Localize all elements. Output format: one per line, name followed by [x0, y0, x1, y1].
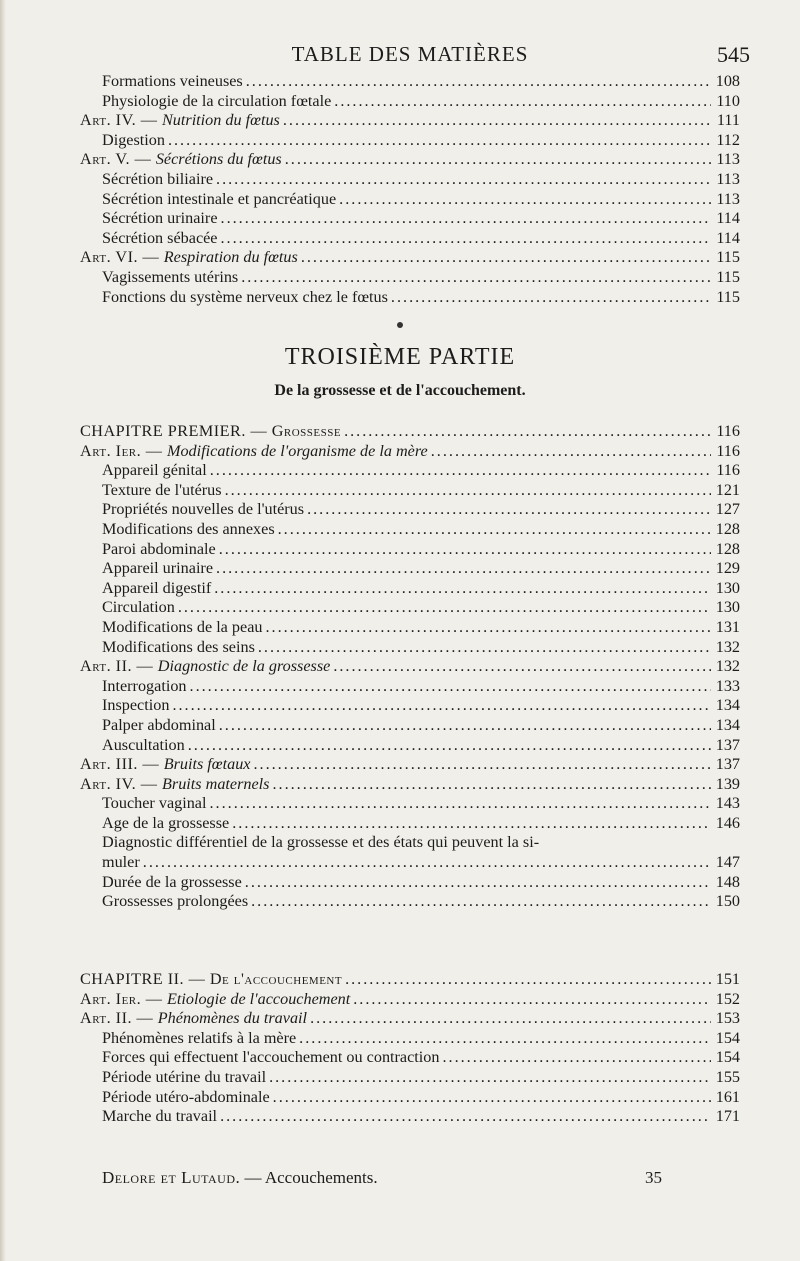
toc-entry-page: 111: [716, 111, 740, 130]
toc-entry-prefix: Art. Ier. —: [80, 441, 167, 460]
dot-leader: [278, 520, 711, 540]
toc-entry-page: 153: [715, 1009, 740, 1028]
toc-entry-label: [102, 892, 248, 912]
toc-entry-page: 116: [716, 422, 740, 440]
dot-leader: [251, 892, 711, 912]
toc-entry-label: [102, 677, 187, 697]
toc-entry: [80, 72, 740, 92]
toc-entry-text: Etiologie de l'accouchement: [166, 989, 351, 1008]
dot-leader: [269, 1068, 711, 1088]
footer-authors: Delore et Lutaud.: [102, 1168, 241, 1187]
toc-entry-text: Grossesses prolongées: [102, 892, 249, 911]
toc-entry: [80, 873, 740, 893]
toc-entry-label: [102, 131, 165, 151]
dot-leader: [253, 755, 711, 775]
page-footer: [102, 1168, 662, 1188]
toc-entry-page: 132: [715, 657, 740, 676]
dot-leader: [219, 716, 711, 736]
dot-leader: [391, 288, 711, 308]
toc-entry-label: [102, 461, 207, 481]
toc-entry-page: 115: [716, 287, 740, 306]
toc-entry-label: [80, 775, 269, 795]
toc-entry-label: [80, 442, 428, 462]
toc-entry-page: 108: [715, 72, 740, 90]
toc-entry-page: 114: [716, 209, 740, 228]
toc-entry: [80, 892, 740, 912]
dot-leader: [214, 579, 711, 599]
toc-entry-label: [102, 1107, 217, 1127]
toc-entry: [80, 1107, 740, 1127]
toc-entry-prefix: CHAPITRE PREMIER. —: [80, 422, 272, 440]
dot-leader: [299, 1029, 711, 1049]
toc-entry-text: Vagissements utérins: [102, 267, 239, 286]
toc-entry: [80, 520, 740, 540]
toc-entry: [80, 229, 740, 249]
toc-entry-label: [102, 1029, 296, 1049]
toc-entry-prefix: Art. IV. —: [80, 774, 162, 793]
dot-leader: [221, 229, 712, 249]
toc-entry: [80, 970, 740, 990]
dot-leader: [442, 1048, 711, 1068]
toc-entry-text: Diagnostic de la grossesse: [157, 657, 331, 676]
part-title: TROISIÈME PARTIE: [284, 344, 516, 370]
toc-entry-label: [102, 540, 216, 560]
page-header: [70, 40, 750, 70]
toc-entry-text: Physiologie de la circulation fœtale: [102, 91, 332, 110]
toc-entry-label: [102, 716, 216, 736]
toc-entry-label: [102, 1068, 266, 1088]
toc-entry: [80, 442, 740, 462]
toc-entry: [80, 696, 740, 716]
toc-entry-label: [102, 873, 242, 893]
toc-entry-text: Modifications de la peau: [102, 617, 263, 636]
toc-list-chapter-2: [80, 970, 740, 1127]
toc-entry-text: Digestion: [102, 130, 165, 149]
toc-entry-label: [102, 638, 255, 658]
toc-entry: [80, 1029, 740, 1049]
toc-entry: [80, 990, 740, 1010]
toc-entry: [80, 92, 740, 112]
dot-leader: [232, 814, 711, 834]
toc-entry: [80, 775, 740, 795]
dot-leader: [339, 190, 711, 210]
dot-leader: [258, 638, 711, 658]
toc-entry-page: 110: [716, 91, 740, 110]
toc-entry: [80, 461, 740, 481]
page-edge-shadow: [0, 0, 6, 1261]
toc-entry-label: [102, 190, 336, 210]
dot-leader: [221, 209, 711, 229]
toc-entry: [80, 716, 740, 736]
toc-entry-page: 114: [716, 228, 740, 247]
toc-entry-page: 121: [715, 480, 740, 499]
toc-entry-label: [102, 288, 388, 308]
toc-entry-label: [102, 92, 331, 112]
dot-leader: [216, 559, 711, 579]
toc-entry-page: 132: [715, 637, 740, 656]
toc-entry: [80, 853, 740, 873]
toc-entry-page: 171: [715, 1107, 740, 1126]
dot-leader: [190, 677, 711, 697]
toc-list-chapter-1: [80, 422, 740, 912]
toc-entry: [80, 755, 740, 775]
toc-entry: [80, 1068, 740, 1088]
dot-leader: [334, 92, 711, 112]
toc-entry-text: Appareil génital: [102, 461, 207, 480]
toc-entry: [80, 422, 740, 442]
toc-entry-label: [102, 853, 140, 873]
toc-entry: [80, 500, 740, 520]
toc-entry-label: [80, 657, 330, 677]
toc-entry: [80, 794, 740, 814]
toc-entry-text: Toucher vaginal: [102, 794, 207, 813]
toc-entry-label: [102, 1048, 439, 1068]
toc-entry-label: [102, 814, 229, 834]
toc-entry-prefix: Art. VI. —: [80, 248, 164, 267]
toc-entry-text: Respiration du fœtus: [163, 248, 298, 267]
toc-entry-page: 130: [715, 578, 740, 597]
dot-leader: [225, 481, 711, 501]
toc-entry-text: Marche du travail: [102, 1107, 218, 1126]
toc-entry-text: Circulation: [102, 598, 175, 617]
toc-entry-label: [102, 598, 175, 618]
toc-entry-page: 134: [715, 715, 740, 734]
toc-list-top: [80, 72, 740, 307]
toc-entry-label: [80, 248, 298, 268]
running-title: TABLE DES MATIÈRES: [291, 42, 529, 66]
toc-entry: [80, 248, 740, 268]
toc-entry-page: 148: [715, 872, 740, 891]
toc-entry-page: 134: [715, 696, 740, 715]
toc-entry-text: Grossesse: [271, 422, 342, 440]
toc-entry-page: 139: [715, 774, 740, 793]
dot-leader: [344, 422, 711, 442]
toc-entry: [80, 288, 740, 308]
toc-entry-text: Palper abdominal: [102, 715, 216, 734]
toc-entry: [80, 598, 740, 618]
toc-entry-text: Texture de l'utérus: [102, 480, 222, 499]
toc-entry: [80, 1048, 740, 1068]
toc-entry-label: [102, 209, 218, 229]
toc-entry-label: [102, 579, 211, 599]
toc-entry-text: Forces qui effectuent l'accouchement ou contraction: [102, 1048, 440, 1067]
toc-entry-label: [102, 481, 222, 501]
toc-entry-text: Sécrétion intestinale et pancréatique: [102, 189, 337, 208]
toc-entry-page: 150: [715, 892, 740, 911]
toc-entry-text: Bruits maternels: [162, 774, 270, 793]
toc-entry-label: [80, 150, 282, 170]
toc-entry-page: 112: [716, 130, 740, 149]
toc-entry-page: 113: [716, 189, 740, 208]
toc-entry-label: [102, 170, 213, 190]
toc-entry-text: Bruits fœtaux: [163, 755, 251, 774]
toc-entry-page: 128: [715, 519, 740, 538]
dot-leader: [283, 111, 711, 131]
toc-entry-label: [80, 990, 350, 1010]
toc-entry-text: Inspection: [102, 696, 170, 715]
toc-entry-text: muler: [102, 853, 140, 872]
toc-entry-page: 115: [716, 267, 740, 286]
toc-entry-prefix: Art. II. —: [80, 1009, 158, 1028]
toc-entry-text: Sécrétions du fœtus: [155, 150, 282, 169]
dot-leader: [219, 540, 711, 560]
toc-entry-label: [102, 559, 213, 579]
toc-entry-page: 116: [716, 441, 740, 460]
dot-leader: [210, 461, 711, 481]
toc-entry: [80, 190, 740, 210]
signature-mark: 35: [645, 1168, 662, 1187]
toc-entry: [80, 268, 740, 288]
toc-entry-page: 147: [715, 853, 740, 872]
dot-leader: [273, 1088, 711, 1108]
toc-entry-label: [80, 422, 341, 442]
toc-entry-text: Interrogation: [102, 676, 187, 695]
toc-entry-page: 130: [715, 598, 740, 617]
page-number: 545: [717, 42, 750, 67]
toc-entry: [80, 579, 740, 599]
toc-entry-page: 161: [715, 1087, 740, 1106]
toc-entry-page: 116: [716, 461, 740, 480]
toc-entry-page: 113: [716, 169, 740, 188]
toc-entry-label: [102, 268, 238, 288]
toc-entry-label: [102, 1088, 270, 1108]
toc-entry-prefix: Art. V. —: [80, 150, 156, 169]
toc-entry: [80, 1088, 740, 1108]
toc-entry-page: 154: [715, 1048, 740, 1067]
toc-entry-page: 128: [715, 539, 740, 558]
dot-leader: [431, 442, 711, 462]
dot-leader: [353, 990, 711, 1010]
dot-leader: [272, 775, 711, 795]
toc-entry-label: [102, 833, 539, 853]
toc-entry: [80, 1009, 740, 1029]
dot-leader: [310, 1009, 711, 1029]
toc-entry-text: Modifications des annexes: [102, 519, 275, 538]
dot-leader: [285, 150, 711, 170]
toc-entry-text: Période utérine du travail: [102, 1067, 267, 1086]
toc-entry-label: [102, 618, 262, 638]
dot-leader: [345, 970, 711, 990]
toc-entry-page: 137: [715, 735, 740, 754]
toc-entry: [80, 540, 740, 560]
toc-entry: [80, 736, 740, 756]
toc-entry-text: Modifications des seins: [102, 637, 255, 656]
dot-leader: [216, 170, 711, 190]
toc-entry-text: Sécrétion sébacée: [102, 228, 218, 247]
toc-entry-page: 143: [715, 794, 740, 813]
dot-leader: [168, 131, 711, 151]
bullet-mark: [397, 322, 403, 328]
toc-entry-label: [80, 970, 342, 990]
dot-leader: [307, 500, 711, 520]
dot-leader: [333, 657, 711, 677]
toc-entry-page: 133: [715, 676, 740, 695]
toc-entry-text: De l'accouchement: [209, 970, 343, 988]
toc-entry-text: Formations veineuses: [102, 72, 243, 90]
toc-entry-text: Modifications de l'organisme de la mère: [166, 441, 428, 460]
toc-entry-prefix: Art. IV. —: [80, 111, 162, 130]
dot-leader: [188, 736, 711, 756]
toc-entry: [80, 833, 740, 853]
toc-entry-text: Phénomènes du travail: [157, 1009, 308, 1028]
toc-entry-page: 113: [716, 150, 740, 169]
toc-entry-text: Age de la grossesse: [102, 813, 230, 832]
dot-leader: [172, 696, 711, 716]
toc-entry-page: 131: [715, 617, 740, 636]
toc-entry-label: [80, 755, 250, 775]
toc-entry: [80, 131, 740, 151]
toc-entry: [80, 170, 740, 190]
toc-entry-label: [102, 696, 169, 716]
toc-entry: [80, 481, 740, 501]
dot-leader: [301, 248, 711, 268]
toc-entry-label: [102, 229, 218, 249]
toc-entry-label: [80, 111, 280, 131]
toc-entry: [80, 111, 740, 131]
toc-entry-page: 146: [715, 813, 740, 832]
toc-entry: [80, 150, 740, 170]
toc-entry-label: [102, 72, 243, 92]
toc-entry: [80, 559, 740, 579]
dot-leader: [265, 618, 711, 638]
toc-entry-text: Sécrétion biliaire: [102, 169, 214, 188]
toc-entry-text: Diagnostic différentiel de la grossesse et des états qui peuvent la si-: [102, 833, 540, 852]
dot-leader: [241, 268, 711, 288]
toc-entry-text: Période utéro-abdominale: [102, 1087, 270, 1106]
toc-entry-text: Paroi abdominale: [102, 539, 216, 558]
dot-leader: [178, 598, 711, 618]
toc-entry-text: Durée de la grossesse: [102, 872, 242, 891]
dot-leader: [143, 853, 711, 873]
dot-leader: [220, 1107, 711, 1127]
toc-entry-text: Nutrition du fœtus: [162, 111, 280, 130]
toc-entry-page: 154: [715, 1028, 740, 1047]
toc-entry-label: [102, 794, 207, 814]
dot-leader: [246, 72, 711, 92]
toc-entry-text: Sécrétion urinaire: [102, 209, 218, 228]
toc-entry-page: 151: [715, 970, 740, 988]
toc-entry-page: 155: [715, 1067, 740, 1086]
toc-entry-text: Auscultation: [102, 735, 185, 754]
toc-entry-label: [102, 736, 185, 756]
toc-entry-text: Appareil urinaire: [102, 559, 214, 578]
toc-entry: [80, 814, 740, 834]
toc-entry-label: [80, 1009, 307, 1029]
dot-leader: [210, 794, 712, 814]
toc-entry-text: Propriétés nouvelles de l'utérus: [102, 500, 305, 519]
dot-leader: [245, 873, 711, 893]
toc-entry-text: Phénomènes relatifs à la mère: [102, 1028, 297, 1047]
toc-entry: [80, 677, 740, 697]
toc-entry-page: 129: [715, 559, 740, 578]
toc-entry-prefix: CHAPITRE II. —: [80, 970, 210, 988]
toc-entry-text: Fonctions du système nerveux chez le fœtus: [102, 287, 388, 306]
toc-entry-page: 152: [715, 989, 740, 1008]
footer-separator: —: [240, 1168, 265, 1187]
toc-entry: [80, 638, 740, 658]
toc-entry-page: 115: [716, 248, 740, 267]
toc-entry-page: 127: [715, 500, 740, 519]
toc-entry: [80, 618, 740, 638]
toc-entry: [80, 657, 740, 677]
toc-entry: [80, 209, 740, 229]
toc-entry-label: [102, 520, 275, 540]
toc-entry-prefix: Art. III. —: [80, 755, 164, 774]
toc-entry-label: [102, 500, 304, 520]
footer-book: Accouchements.: [264, 1168, 378, 1187]
toc-entry-text: Appareil digestif: [102, 578, 212, 597]
part-subtitle: De la grossesse et de l'accouchement.: [274, 382, 526, 399]
toc-entry-prefix: Art. II. —: [80, 657, 158, 676]
toc-entry-page: 137: [715, 755, 740, 774]
toc-entry-prefix: Art. Ier. —: [80, 989, 167, 1008]
